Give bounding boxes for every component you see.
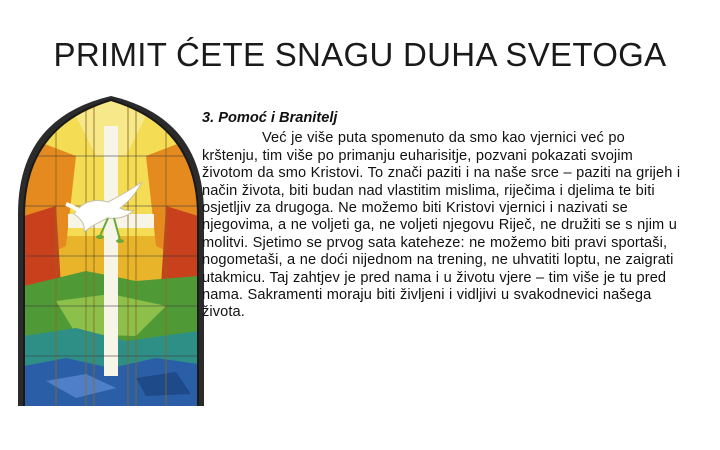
- section-heading: 3. Pomoć i Branitelj: [202, 110, 338, 126]
- stained-glass-window-image: [16, 96, 206, 406]
- slide-title: PRIMIT ĆETE SNAGU DUHA SVETOGA: [53, 36, 667, 73]
- body-paragraph: Već je više puta spomenuto da smo kao vjernici već po krštenju, tim više po primanju euharisitje, pozvani pokazati svojim životom da smo Kristovi. To znači paziti i na naše srce – paziti na grijeh i način života, biti budan nad vlastitim mislima, riječima i djelima te biti osjetljiv za drugoga. Ne možemo biti Kristovi vjernici i nazivati se njegovima, a ne voljeti ga, ne voljeti njegovu Riječ, ne družiti se s njim u molitvi. Sjetimo se prvog sata kateheze: ne možemo biti pravi sportaši, nogometaši, a ne doći nijednom na trening, ne uhvatiti loptu, ne zaigrati utakmicu. Taj zahtjev je pred nama i u životu vjere – tim više je tu pred nama. Sakramenti moraju biti življeni i vidljivi u svakodnevici našega života.: [202, 130, 681, 321]
- text-content: [202, 110, 682, 322]
